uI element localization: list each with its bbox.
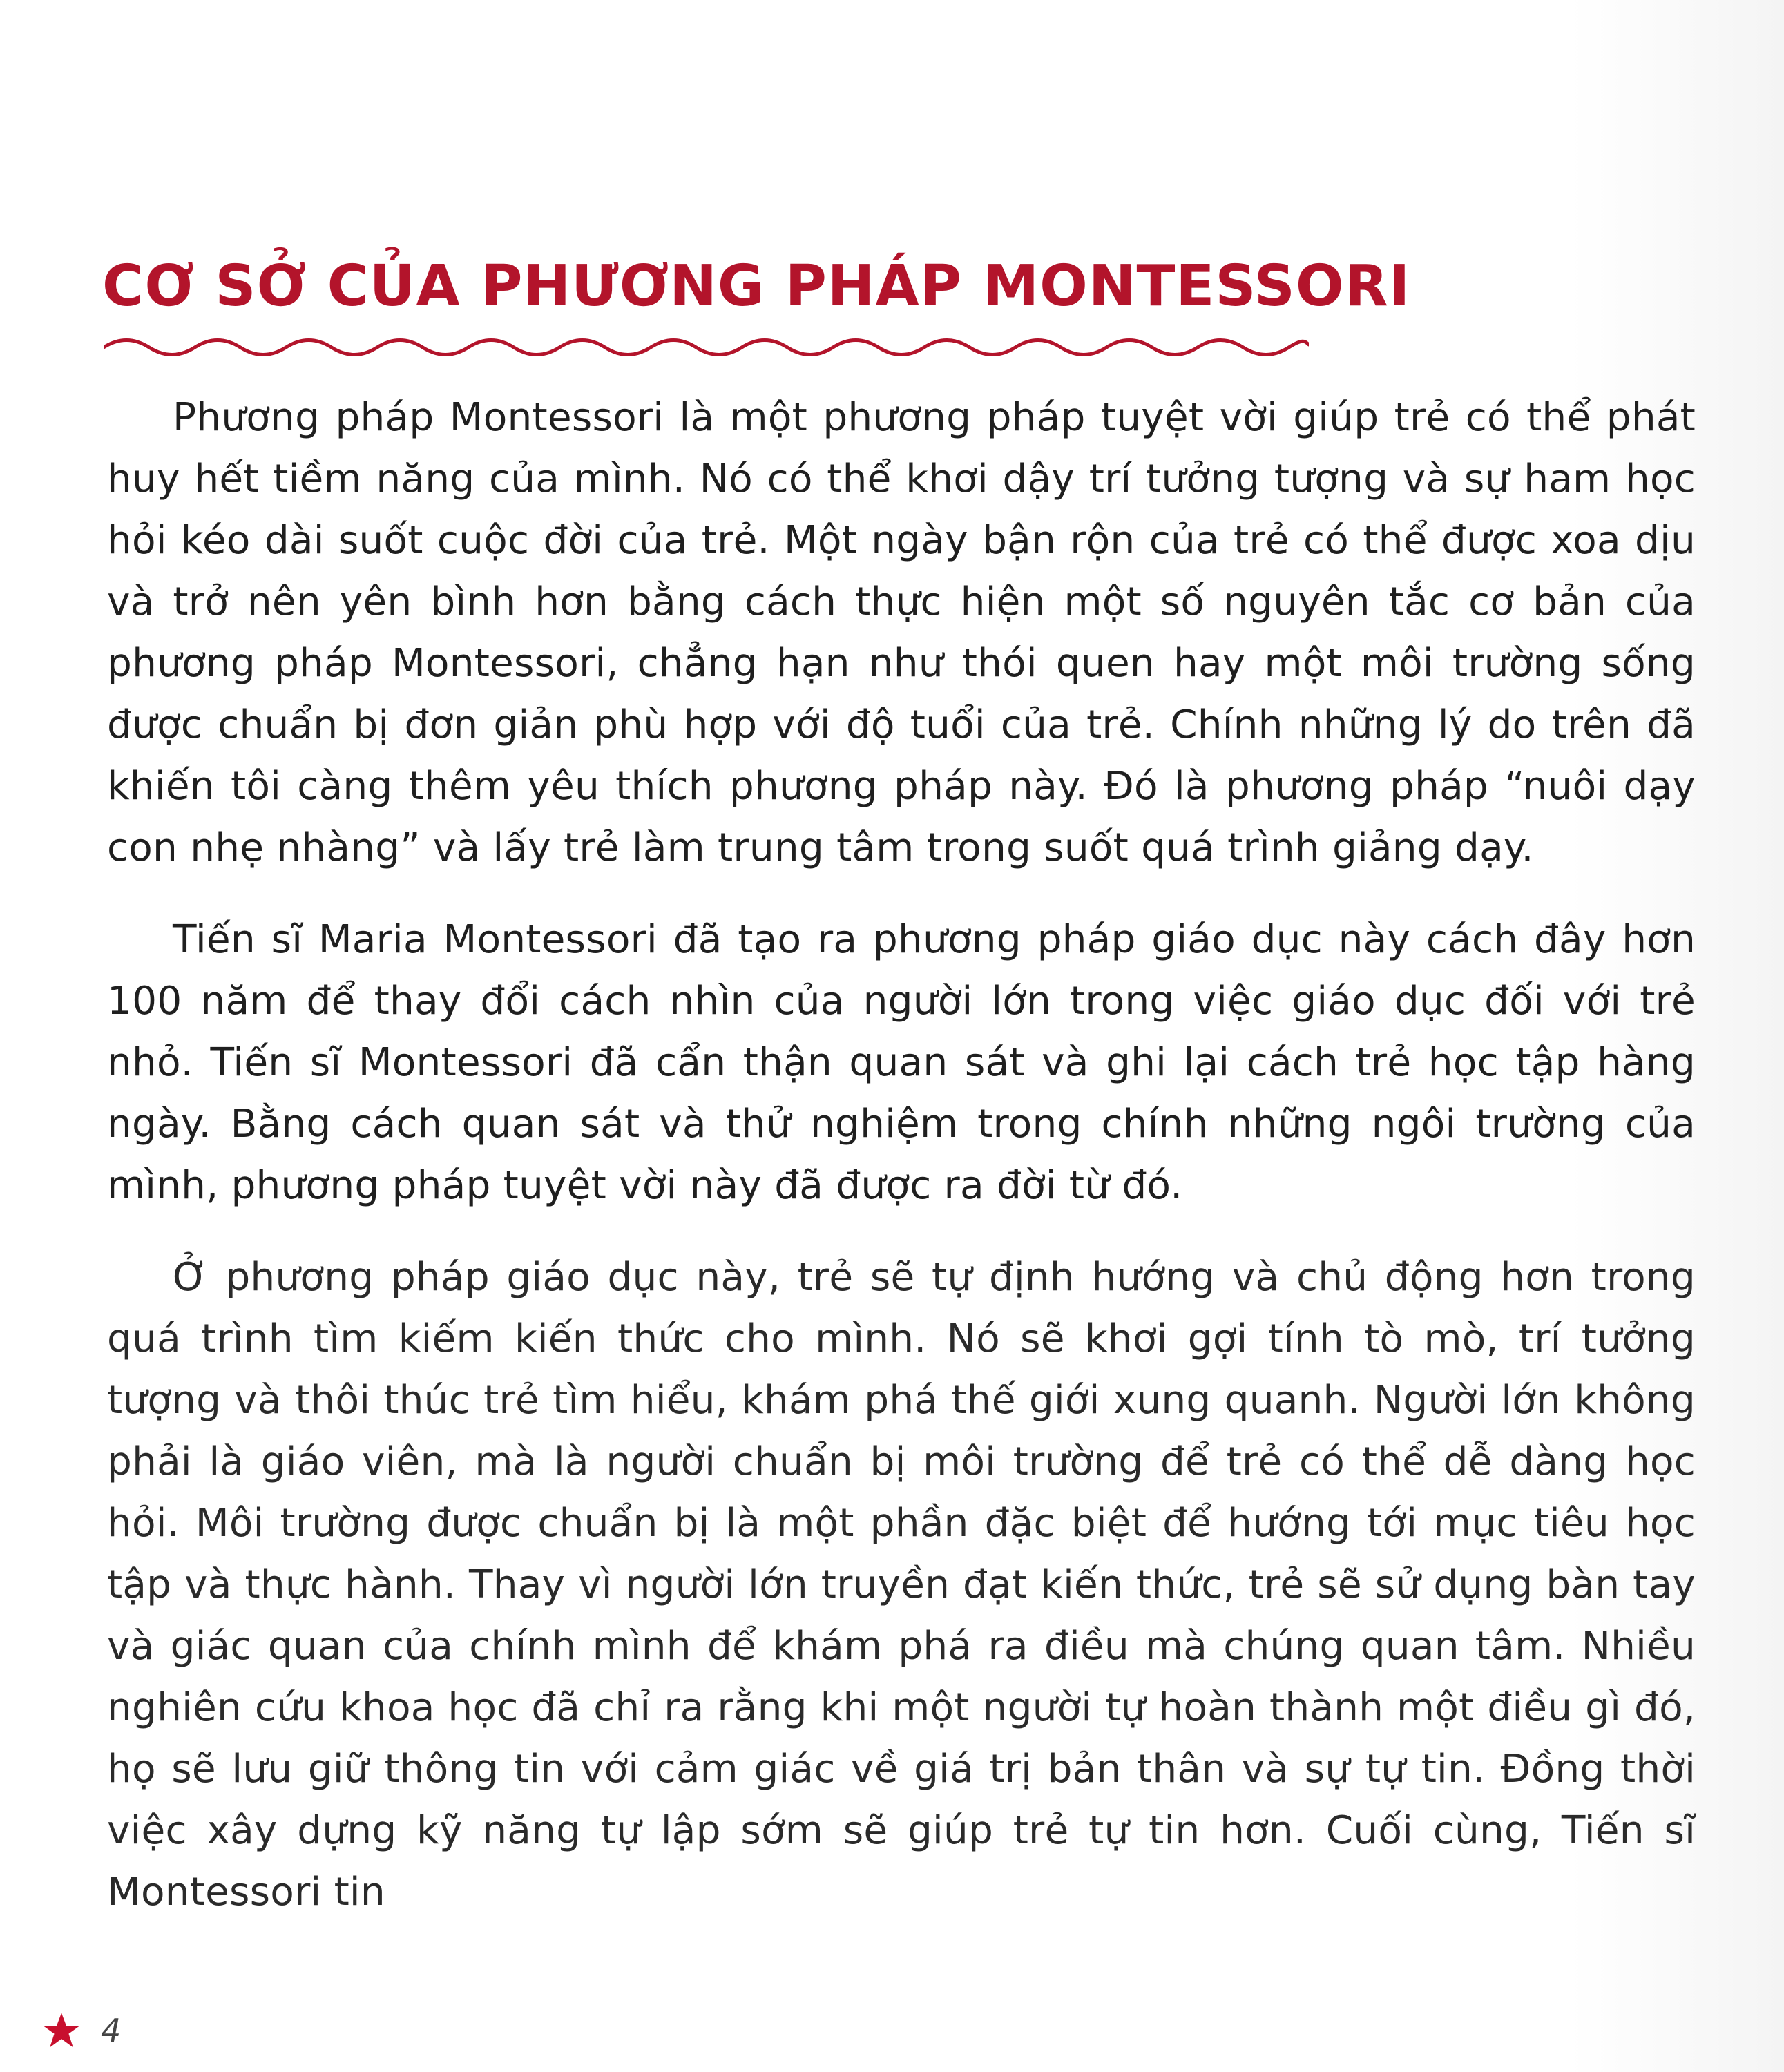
page-footer: [41, 2003, 121, 2058]
paragraph-intro: Phương pháp Montessori là một phương pháp tuyệt vời giúp trẻ có thể phát huy hết tiềm năng của mình. Nó có thể khơi dậy trí tưởng tượng và sự ham học hỏi kéo dài suốt cuộc đời của trẻ. Một ngày bận rộn của trẻ có thể được xoa dịu và trở nên yên bình hơn bằng cách thực hiện một số nguyên tắc cơ bản của phương pháp Montessori, chẳng hạn như thói quen hay một môi trường sống được chuẩn bị đơn giản phù hợp với độ tuổi của trẻ. Chính những lý do trên đã khiến tôi càng thêm yêu thích phương pháp này. Đó là phương pháp “nuôi dạy con nhẹ nhàng” và lấy trẻ làm trung tâm trong suốt quá trình giảng dạy.: [107, 395, 1696, 870]
body-text: [107, 387, 1696, 1953]
paragraph-history: Tiến sĩ Maria Montessori đã tạo ra phương pháp giáo dục này cách đây hơn 100 năm để thay đổi cách nhìn của người lớn trong việc giáo dục đối với trẻ nhỏ. Tiến sĩ Montessori đã cẩn thận quan sát và ghi lại cách trẻ học tập hàng ngày. Bằng cách quan sát và thử nghiệm trong chính những ngôi trường của mình, phương pháp tuyệt vời này đã được ra đời từ đó.: [107, 917, 1696, 1208]
page-number: 4: [101, 2012, 122, 2049]
star-icon: [41, 2011, 81, 2051]
paragraph-approach: Ở phương pháp giáo dục này, trẻ sẽ tự định hướng và chủ động hơn trong quá trình tìm kiếm kiến thức cho mình. Nó sẽ khơi gợi tính tò mò, trí tưởng tượng và thôi thúc trẻ tìm hiểu, khám phá thế giới xung quanh. Người lớn không phải là giáo viên, mà là người chuẩn bị môi trường để trẻ có thể dễ dàng học hỏi. Môi trường được chuẩn bị là một phần đặc biệt để hướng tới mục tiêu học tập và thực hành. Thay vì người lớn truyền đạt kiến thức, trẻ sẽ sử dụng bàn tay và giác quan của chính mình để khám phá ra điều mà chúng quan tâm. Nhiều nghiên cứu khoa học đã chỉ ra rằng khi một người tự hoàn thành một điều gì đó, họ sẽ lưu giữ thông tin với cảm giác về giá trị bản thân và sự tự tin. Đồng thời việc xây dựng kỹ năng tự lập sớm sẽ giúp trẻ tự tin hơn. Cuối cùng, Tiến sĩ Montessori tin: [107, 1255, 1696, 1915]
wavy-underline: [104, 335, 1309, 360]
page-title: CƠ SỞ CỦA PHƯƠNG PHÁP MONTESSORI: [102, 253, 1411, 319]
